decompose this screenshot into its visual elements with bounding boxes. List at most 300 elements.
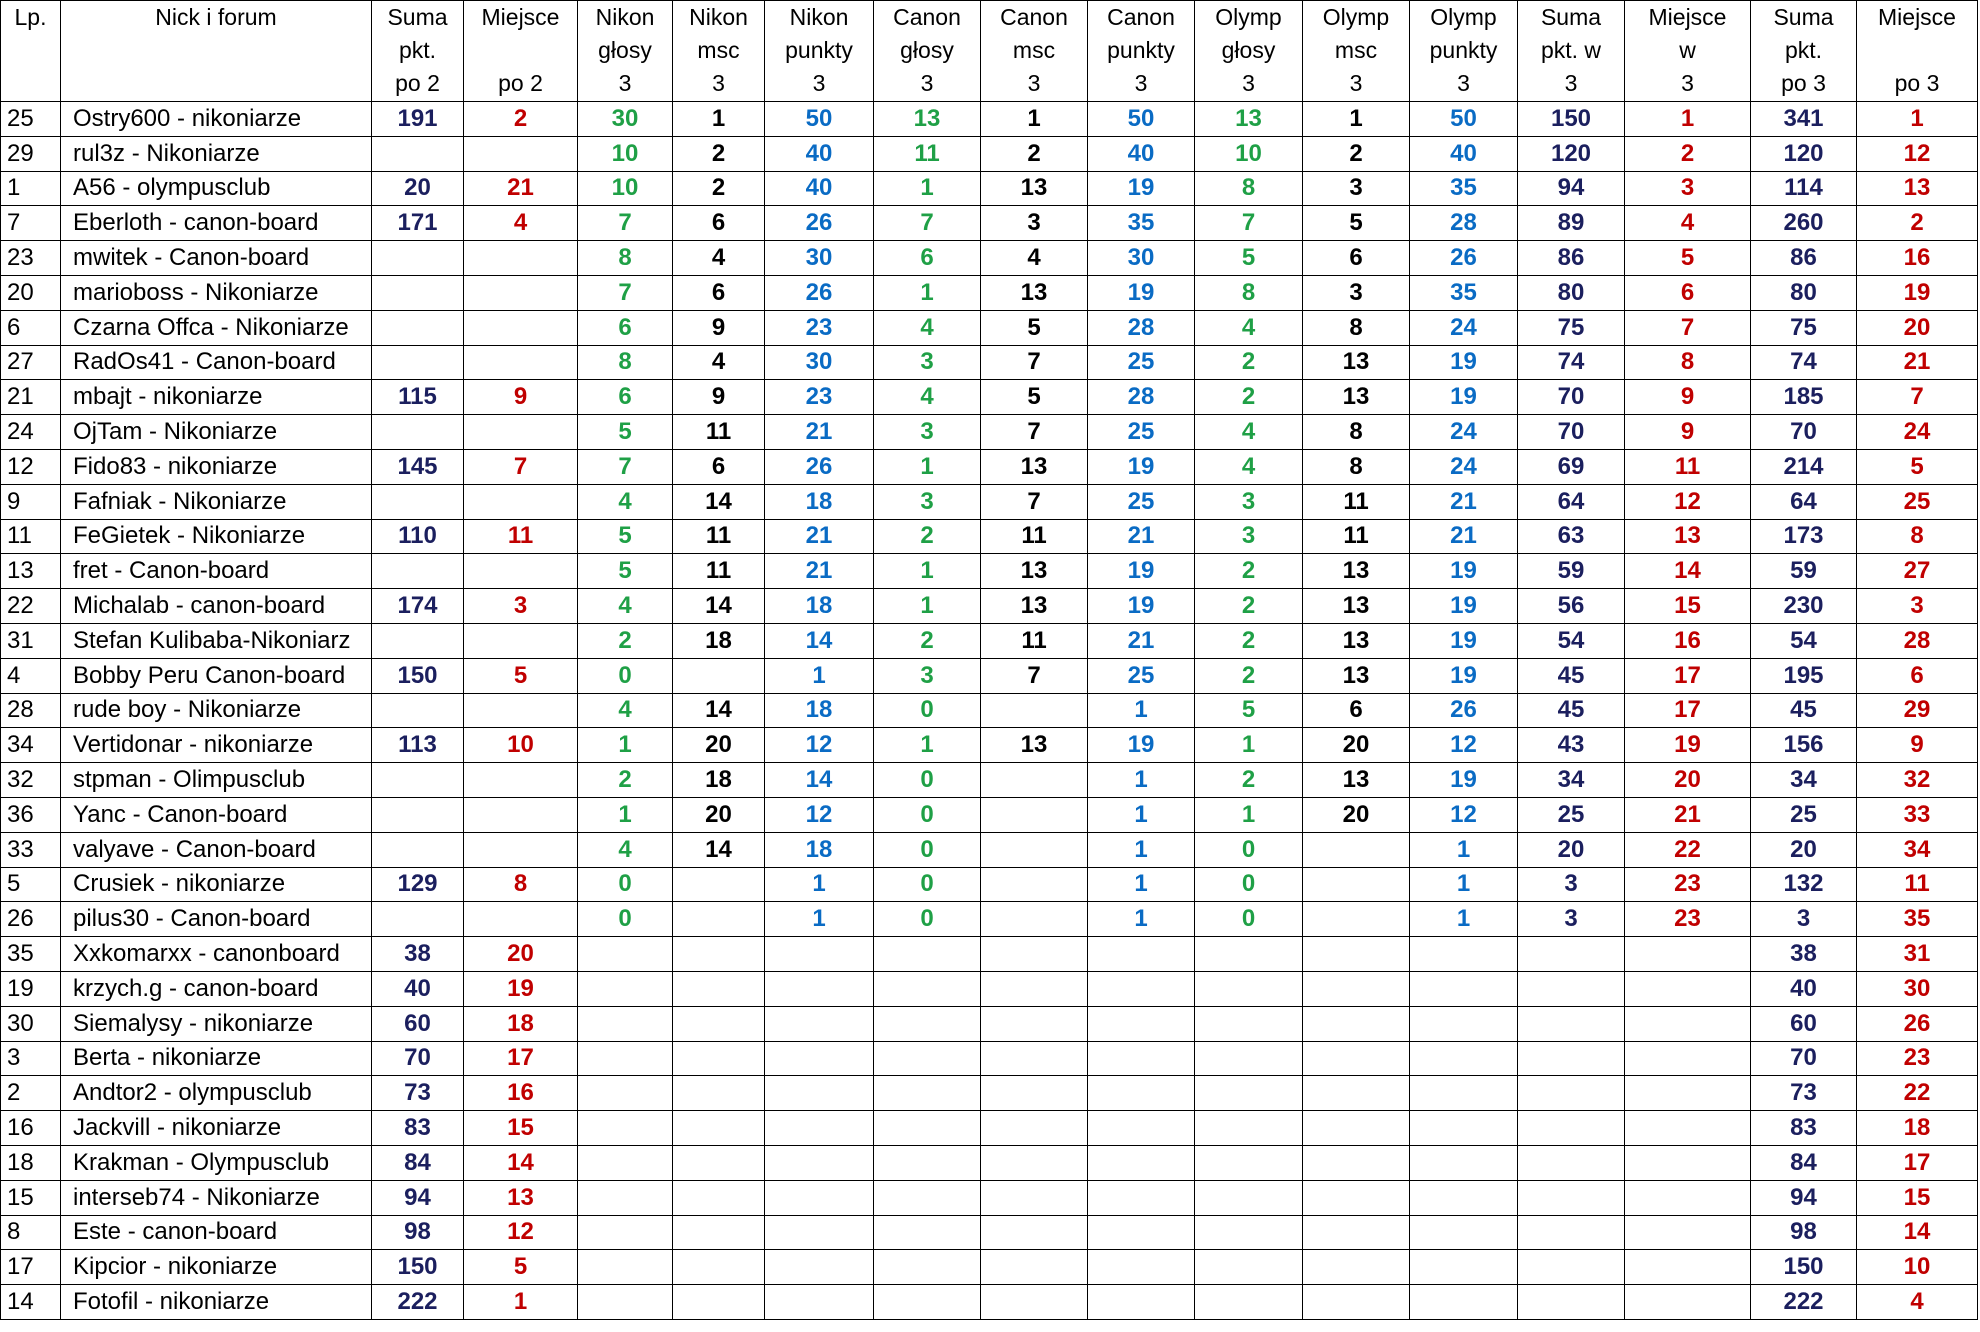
cell-nikon-msc xyxy=(673,1111,765,1146)
cell-olymp-pkt: 12 xyxy=(1410,728,1518,763)
cell-miejsce2 xyxy=(464,832,578,867)
cell-olymp-glosy xyxy=(1195,1006,1303,1041)
cell-olymp-pkt: 24 xyxy=(1410,310,1518,345)
cell-nikon-pkt xyxy=(765,1076,874,1111)
cell-miejsce3: 5 xyxy=(1857,449,1978,484)
table-row xyxy=(1,1180,1978,1215)
cell-miejsce-w3 xyxy=(1625,1215,1751,1250)
cell-miejsce3: 18 xyxy=(1857,1111,1978,1146)
cell-canon-msc: 13 xyxy=(981,554,1088,589)
cell-canon-pkt xyxy=(1088,1215,1195,1250)
cell-nikon-pkt: 1 xyxy=(765,867,874,902)
table-row xyxy=(1,136,1978,171)
cell-lp: 25 xyxy=(1,102,61,137)
cell-olymp-pkt xyxy=(1410,1041,1518,1076)
cell-suma3: 185 xyxy=(1751,380,1857,415)
cell-suma-w3: 45 xyxy=(1518,658,1625,693)
column-header-line: Suma xyxy=(387,4,448,30)
column-header-line: Suma xyxy=(1773,4,1834,30)
cell-canon-glosy: 0 xyxy=(874,693,981,728)
cell-nick: Este - canon-board xyxy=(61,1215,372,1250)
cell-nikon-glosy: 5 xyxy=(578,519,673,554)
cell-suma3: 40 xyxy=(1751,971,1857,1006)
cell-suma2 xyxy=(372,484,464,519)
cell-nick: Bobby Peru Canon-board xyxy=(61,658,372,693)
cell-nikon-pkt: 12 xyxy=(765,797,874,832)
cell-lp: 32 xyxy=(1,763,61,798)
cell-suma3: 70 xyxy=(1751,415,1857,450)
cell-suma2: 40 xyxy=(372,971,464,1006)
cell-nikon-glosy: 8 xyxy=(578,241,673,276)
cell-miejsce-w3: 23 xyxy=(1625,867,1751,902)
table-row xyxy=(1,902,1978,937)
cell-suma2: 191 xyxy=(372,102,464,137)
cell-lp: 17 xyxy=(1,1250,61,1285)
cell-olymp-glosy: 0 xyxy=(1195,867,1303,902)
cell-lp: 16 xyxy=(1,1111,61,1146)
cell-nikon-msc: 6 xyxy=(673,449,765,484)
cell-olymp-pkt: 21 xyxy=(1410,519,1518,554)
cell-miejsce3: 35 xyxy=(1857,902,1978,937)
cell-olymp-glosy xyxy=(1195,1285,1303,1320)
cell-canon-glosy xyxy=(874,937,981,972)
cell-nikon-pkt xyxy=(765,1145,874,1180)
cell-nikon-pkt: 23 xyxy=(765,310,874,345)
cell-nick: mwitek - Canon-board xyxy=(61,241,372,276)
cell-miejsce-w3: 20 xyxy=(1625,763,1751,798)
cell-nikon-msc: 20 xyxy=(673,728,765,763)
cell-olymp-msc: 8 xyxy=(1303,310,1410,345)
cell-miejsce3: 25 xyxy=(1857,484,1978,519)
cell-nikon-msc: 9 xyxy=(673,380,765,415)
cell-canon-msc: 13 xyxy=(981,728,1088,763)
cell-nikon-msc: 4 xyxy=(673,345,765,380)
cell-nick: A56 - olympusclub xyxy=(61,171,372,206)
cell-suma-w3 xyxy=(1518,1250,1625,1285)
cell-nikon-pkt: 1 xyxy=(765,658,874,693)
cell-nick: rude boy - Nikoniarze xyxy=(61,693,372,728)
cell-olymp-pkt: 1 xyxy=(1410,832,1518,867)
cell-olymp-pkt: 1 xyxy=(1410,867,1518,902)
cell-nikon-glosy: 6 xyxy=(578,380,673,415)
cell-lp: 35 xyxy=(1,937,61,972)
cell-nikon-glosy: 1 xyxy=(578,797,673,832)
cell-miejsce2 xyxy=(464,275,578,310)
cell-miejsce2: 16 xyxy=(464,1076,578,1111)
cell-olymp-glosy: 5 xyxy=(1195,241,1303,276)
cell-nikon-msc: 14 xyxy=(673,832,765,867)
cell-olymp-pkt: 19 xyxy=(1410,623,1518,658)
cell-nikon-msc xyxy=(673,867,765,902)
cell-miejsce-w3 xyxy=(1625,1250,1751,1285)
table-row xyxy=(1,832,1978,867)
column-header-line: 3 xyxy=(1349,70,1363,96)
cell-suma3: 260 xyxy=(1751,206,1857,241)
cell-canon-msc xyxy=(981,763,1088,798)
table-header xyxy=(1,1,1978,102)
cell-miejsce2: 15 xyxy=(464,1111,578,1146)
cell-canon-msc xyxy=(981,1215,1088,1250)
cell-canon-glosy: 2 xyxy=(874,623,981,658)
column-header-line: Suma xyxy=(1540,4,1602,30)
table-row xyxy=(1,275,1978,310)
cell-nikon-msc: 20 xyxy=(673,797,765,832)
cell-canon-glosy: 13 xyxy=(874,102,981,137)
cell-suma2 xyxy=(372,275,464,310)
cell-canon-msc xyxy=(981,937,1088,972)
cell-lp: 9 xyxy=(1,484,61,519)
cell-miejsce3: 16 xyxy=(1857,241,1978,276)
cell-olymp-msc: 2 xyxy=(1303,136,1410,171)
cell-nikon-pkt xyxy=(765,937,874,972)
cell-olymp-pkt: 19 xyxy=(1410,658,1518,693)
cell-miejsce-w3: 4 xyxy=(1625,206,1751,241)
cell-nick: Vertidonar - nikoniarze xyxy=(61,728,372,763)
column-header-line: msc xyxy=(1012,37,1056,63)
cell-canon-glosy xyxy=(874,1145,981,1180)
cell-miejsce3: 23 xyxy=(1857,1041,1978,1076)
column-header-miejsce-w3 xyxy=(1625,1,1751,102)
cell-canon-pkt xyxy=(1088,937,1195,972)
cell-suma2: 83 xyxy=(372,1111,464,1146)
cell-olymp-pkt: 19 xyxy=(1410,554,1518,589)
cell-canon-glosy: 4 xyxy=(874,310,981,345)
cell-nick: Michalab - canon-board xyxy=(61,589,372,624)
cell-suma-w3: 70 xyxy=(1518,380,1625,415)
cell-suma2: 222 xyxy=(372,1285,464,1320)
cell-suma3: 94 xyxy=(1751,1180,1857,1215)
cell-miejsce3: 24 xyxy=(1857,415,1978,450)
cell-canon-msc: 13 xyxy=(981,589,1088,624)
cell-suma2: 174 xyxy=(372,589,464,624)
cell-miejsce-w3 xyxy=(1625,971,1751,1006)
cell-suma3: 3 xyxy=(1751,902,1857,937)
column-header-line: punkty xyxy=(785,37,853,63)
cell-suma-w3 xyxy=(1518,971,1625,1006)
cell-suma3: 83 xyxy=(1751,1111,1857,1146)
cell-olymp-glosy xyxy=(1195,937,1303,972)
cell-olymp-glosy: 5 xyxy=(1195,693,1303,728)
cell-canon-glosy: 1 xyxy=(874,589,981,624)
cell-suma2: 150 xyxy=(372,1250,464,1285)
cell-suma3: 45 xyxy=(1751,693,1857,728)
cell-olymp-glosy: 2 xyxy=(1195,763,1303,798)
cell-suma3: 341 xyxy=(1751,102,1857,137)
cell-miejsce2: 5 xyxy=(464,658,578,693)
cell-lp: 1 xyxy=(1,171,61,206)
cell-canon-pkt: 1 xyxy=(1088,693,1195,728)
column-header-nick xyxy=(61,1,372,102)
cell-canon-pkt: 21 xyxy=(1088,519,1195,554)
cell-suma3: 75 xyxy=(1751,310,1857,345)
table-row xyxy=(1,1215,1978,1250)
column-header-line: po 3 xyxy=(1781,70,1826,96)
column-header-line xyxy=(464,34,577,67)
table-row xyxy=(1,519,1978,554)
cell-nick: pilus30 - Canon-board xyxy=(61,902,372,937)
cell-miejsce2 xyxy=(464,345,578,380)
cell-suma2 xyxy=(372,415,464,450)
cell-nikon-glosy xyxy=(578,937,673,972)
cell-lp: 31 xyxy=(1,623,61,658)
cell-suma2 xyxy=(372,902,464,937)
cell-nick: interseb74 - Nikoniarze xyxy=(61,1180,372,1215)
cell-canon-pkt: 19 xyxy=(1088,554,1195,589)
cell-miejsce3: 28 xyxy=(1857,623,1978,658)
cell-canon-glosy: 0 xyxy=(874,902,981,937)
column-header-line: Miejsce xyxy=(1648,4,1727,30)
cell-nikon-glosy xyxy=(578,1111,673,1146)
cell-olymp-pkt: 12 xyxy=(1410,797,1518,832)
table-row xyxy=(1,484,1978,519)
cell-canon-glosy xyxy=(874,1250,981,1285)
column-header-line: głosy xyxy=(900,37,954,63)
cell-olymp-msc xyxy=(1303,1111,1410,1146)
cell-nikon-glosy: 6 xyxy=(578,310,673,345)
cell-canon-glosy: 2 xyxy=(874,519,981,554)
cell-canon-msc: 13 xyxy=(981,449,1088,484)
cell-nick: krzych.g - canon-board xyxy=(61,971,372,1006)
cell-lp: 2 xyxy=(1,1076,61,1111)
cell-olymp-msc: 1 xyxy=(1303,102,1410,137)
cell-olymp-pkt: 21 xyxy=(1410,484,1518,519)
cell-olymp-glosy xyxy=(1195,1076,1303,1111)
cell-miejsce3: 12 xyxy=(1857,136,1978,171)
cell-miejsce3: 3 xyxy=(1857,589,1978,624)
cell-nikon-glosy xyxy=(578,971,673,1006)
cell-suma3: 34 xyxy=(1751,763,1857,798)
cell-olymp-msc xyxy=(1303,902,1410,937)
cell-nick: Fotofil - nikoniarze xyxy=(61,1285,372,1320)
cell-canon-pkt: 1 xyxy=(1088,797,1195,832)
cell-nikon-glosy xyxy=(578,1145,673,1180)
column-header-line xyxy=(1857,34,1977,67)
cell-nick: Siemalysy - nikoniarze xyxy=(61,1006,372,1041)
column-header-line: Olymp xyxy=(1215,4,1282,30)
cell-miejsce-w3: 1 xyxy=(1625,102,1751,137)
cell-nikon-pkt: 14 xyxy=(765,623,874,658)
cell-olymp-msc: 13 xyxy=(1303,589,1410,624)
table-row xyxy=(1,449,1978,484)
cell-suma2: 38 xyxy=(372,937,464,972)
cell-suma3: 222 xyxy=(1751,1285,1857,1320)
cell-suma-w3: 69 xyxy=(1518,449,1625,484)
cell-suma3: 214 xyxy=(1751,449,1857,484)
cell-olymp-glosy: 1 xyxy=(1195,728,1303,763)
cell-nikon-glosy: 7 xyxy=(578,275,673,310)
cell-miejsce2: 7 xyxy=(464,449,578,484)
cell-nikon-pkt xyxy=(765,1285,874,1320)
cell-suma3: 230 xyxy=(1751,589,1857,624)
cell-nikon-pkt: 1 xyxy=(765,902,874,937)
cell-canon-glosy: 6 xyxy=(874,241,981,276)
table-row xyxy=(1,797,1978,832)
cell-nick: marioboss - Nikoniarze xyxy=(61,275,372,310)
cell-suma3: 84 xyxy=(1751,1145,1857,1180)
cell-nikon-pkt xyxy=(765,971,874,1006)
cell-suma-w3: 63 xyxy=(1518,519,1625,554)
cell-nikon-pkt xyxy=(765,1111,874,1146)
cell-miejsce3: 7 xyxy=(1857,380,1978,415)
cell-olymp-msc: 11 xyxy=(1303,484,1410,519)
cell-miejsce2 xyxy=(464,310,578,345)
cell-lp: 13 xyxy=(1,554,61,589)
cell-miejsce3: 17 xyxy=(1857,1145,1978,1180)
cell-nikon-pkt: 30 xyxy=(765,345,874,380)
cell-nikon-msc xyxy=(673,937,765,972)
cell-miejsce-w3: 2 xyxy=(1625,136,1751,171)
cell-suma-w3 xyxy=(1518,1215,1625,1250)
cell-suma-w3 xyxy=(1518,1145,1625,1180)
cell-miejsce2: 11 xyxy=(464,519,578,554)
table-row xyxy=(1,728,1978,763)
cell-nikon-msc: 9 xyxy=(673,310,765,345)
cell-nikon-msc: 14 xyxy=(673,484,765,519)
cell-olymp-glosy: 2 xyxy=(1195,554,1303,589)
cell-nikon-pkt: 40 xyxy=(765,136,874,171)
cell-canon-pkt: 25 xyxy=(1088,345,1195,380)
cell-suma-w3: 59 xyxy=(1518,554,1625,589)
cell-olymp-pkt: 35 xyxy=(1410,171,1518,206)
cell-suma2: 113 xyxy=(372,728,464,763)
cell-miejsce2: 20 xyxy=(464,937,578,972)
cell-miejsce2 xyxy=(464,797,578,832)
cell-miejsce3: 10 xyxy=(1857,1250,1978,1285)
cell-suma3: 54 xyxy=(1751,623,1857,658)
cell-miejsce-w3: 13 xyxy=(1625,519,1751,554)
cell-canon-pkt xyxy=(1088,1145,1195,1180)
table-row xyxy=(1,1111,1978,1146)
cell-nikon-glosy: 2 xyxy=(578,763,673,798)
cell-olymp-glosy: 8 xyxy=(1195,171,1303,206)
cell-nikon-glosy xyxy=(578,1076,673,1111)
cell-canon-msc xyxy=(981,1076,1088,1111)
cell-suma-w3 xyxy=(1518,1180,1625,1215)
cell-nikon-msc xyxy=(673,658,765,693)
cell-nikon-pkt: 14 xyxy=(765,763,874,798)
cell-nikon-glosy: 0 xyxy=(578,658,673,693)
column-header-line: Nikon xyxy=(689,4,748,30)
cell-miejsce3: 20 xyxy=(1857,310,1978,345)
cell-canon-msc xyxy=(981,971,1088,1006)
cell-olymp-glosy: 8 xyxy=(1195,275,1303,310)
cell-miejsce-w3 xyxy=(1625,1041,1751,1076)
cell-miejsce3: 32 xyxy=(1857,763,1978,798)
cell-suma3: 64 xyxy=(1751,484,1857,519)
cell-suma-w3 xyxy=(1518,1041,1625,1076)
cell-olymp-msc: 8 xyxy=(1303,415,1410,450)
table-row xyxy=(1,658,1978,693)
cell-canon-glosy xyxy=(874,1215,981,1250)
cell-canon-msc xyxy=(981,693,1088,728)
cell-nikon-glosy: 5 xyxy=(578,554,673,589)
cell-olymp-msc: 5 xyxy=(1303,206,1410,241)
cell-nikon-pkt xyxy=(765,1215,874,1250)
cell-olymp-glosy xyxy=(1195,1041,1303,1076)
cell-miejsce2: 14 xyxy=(464,1145,578,1180)
cell-suma2 xyxy=(372,763,464,798)
cell-nikon-glosy: 7 xyxy=(578,206,673,241)
column-header-miejsce3 xyxy=(1857,1,1978,102)
cell-nikon-pkt: 30 xyxy=(765,241,874,276)
cell-nikon-pkt: 12 xyxy=(765,728,874,763)
cell-nick: Andtor2 - olympusclub xyxy=(61,1076,372,1111)
cell-suma2: 171 xyxy=(372,206,464,241)
cell-canon-glosy: 3 xyxy=(874,345,981,380)
cell-miejsce2 xyxy=(464,484,578,519)
cell-nikon-pkt: 23 xyxy=(765,380,874,415)
cell-olymp-glosy: 0 xyxy=(1195,902,1303,937)
cell-canon-msc: 7 xyxy=(981,345,1088,380)
cell-canon-pkt: 19 xyxy=(1088,275,1195,310)
column-header-line: Lp. xyxy=(14,4,47,30)
cell-olymp-msc: 11 xyxy=(1303,519,1410,554)
cell-canon-msc xyxy=(981,1006,1088,1041)
cell-suma-w3: 25 xyxy=(1518,797,1625,832)
column-header-line: po 3 xyxy=(1894,70,1940,96)
cell-canon-msc xyxy=(981,902,1088,937)
cell-olymp-glosy xyxy=(1195,1215,1303,1250)
column-header-line: po 2 xyxy=(395,70,440,96)
cell-olymp-glosy: 3 xyxy=(1195,484,1303,519)
cell-miejsce2: 2 xyxy=(464,102,578,137)
table-row xyxy=(1,241,1978,276)
cell-suma-w3: 120 xyxy=(1518,136,1625,171)
cell-canon-pkt: 40 xyxy=(1088,136,1195,171)
cell-olymp-msc xyxy=(1303,1041,1410,1076)
table-row xyxy=(1,763,1978,798)
cell-miejsce3: 8 xyxy=(1857,519,1978,554)
cell-nikon-msc: 2 xyxy=(673,171,765,206)
column-header-olymp-glosy xyxy=(1195,1,1303,102)
cell-canon-msc: 5 xyxy=(981,310,1088,345)
cell-miejsce-w3: 9 xyxy=(1625,380,1751,415)
cell-olymp-msc: 13 xyxy=(1303,345,1410,380)
cell-nikon-glosy xyxy=(578,1250,673,1285)
cell-suma2: 73 xyxy=(372,1076,464,1111)
cell-miejsce2: 1 xyxy=(464,1285,578,1320)
cell-suma-w3: 3 xyxy=(1518,902,1625,937)
cell-olymp-pkt: 35 xyxy=(1410,275,1518,310)
cell-olymp-glosy: 2 xyxy=(1195,658,1303,693)
table-row xyxy=(1,1145,1978,1180)
column-header-line: msc xyxy=(1334,37,1378,63)
cell-nikon-msc: 11 xyxy=(673,415,765,450)
cell-miejsce-w3: 21 xyxy=(1625,797,1751,832)
cell-suma3: 150 xyxy=(1751,1250,1857,1285)
cell-suma-w3: 34 xyxy=(1518,763,1625,798)
cell-nick: fret - Canon-board xyxy=(61,554,372,589)
cell-nikon-glosy: 5 xyxy=(578,415,673,450)
column-header-line: Olymp xyxy=(1322,4,1390,30)
cell-olymp-pkt xyxy=(1410,1285,1518,1320)
cell-suma2 xyxy=(372,693,464,728)
cell-nikon-pkt: 26 xyxy=(765,206,874,241)
cell-nikon-pkt xyxy=(765,1041,874,1076)
cell-miejsce3: 1 xyxy=(1857,102,1978,137)
cell-miejsce2 xyxy=(464,136,578,171)
cell-olymp-msc: 3 xyxy=(1303,275,1410,310)
cell-olymp-glosy: 13 xyxy=(1195,102,1303,137)
cell-canon-glosy: 3 xyxy=(874,658,981,693)
table-row xyxy=(1,1250,1978,1285)
cell-olymp-pkt: 19 xyxy=(1410,380,1518,415)
cell-miejsce-w3: 19 xyxy=(1625,728,1751,763)
cell-canon-msc xyxy=(981,1145,1088,1180)
cell-nick: valyave - Canon-board xyxy=(61,832,372,867)
cell-lp: 22 xyxy=(1,589,61,624)
cell-olymp-glosy: 2 xyxy=(1195,623,1303,658)
